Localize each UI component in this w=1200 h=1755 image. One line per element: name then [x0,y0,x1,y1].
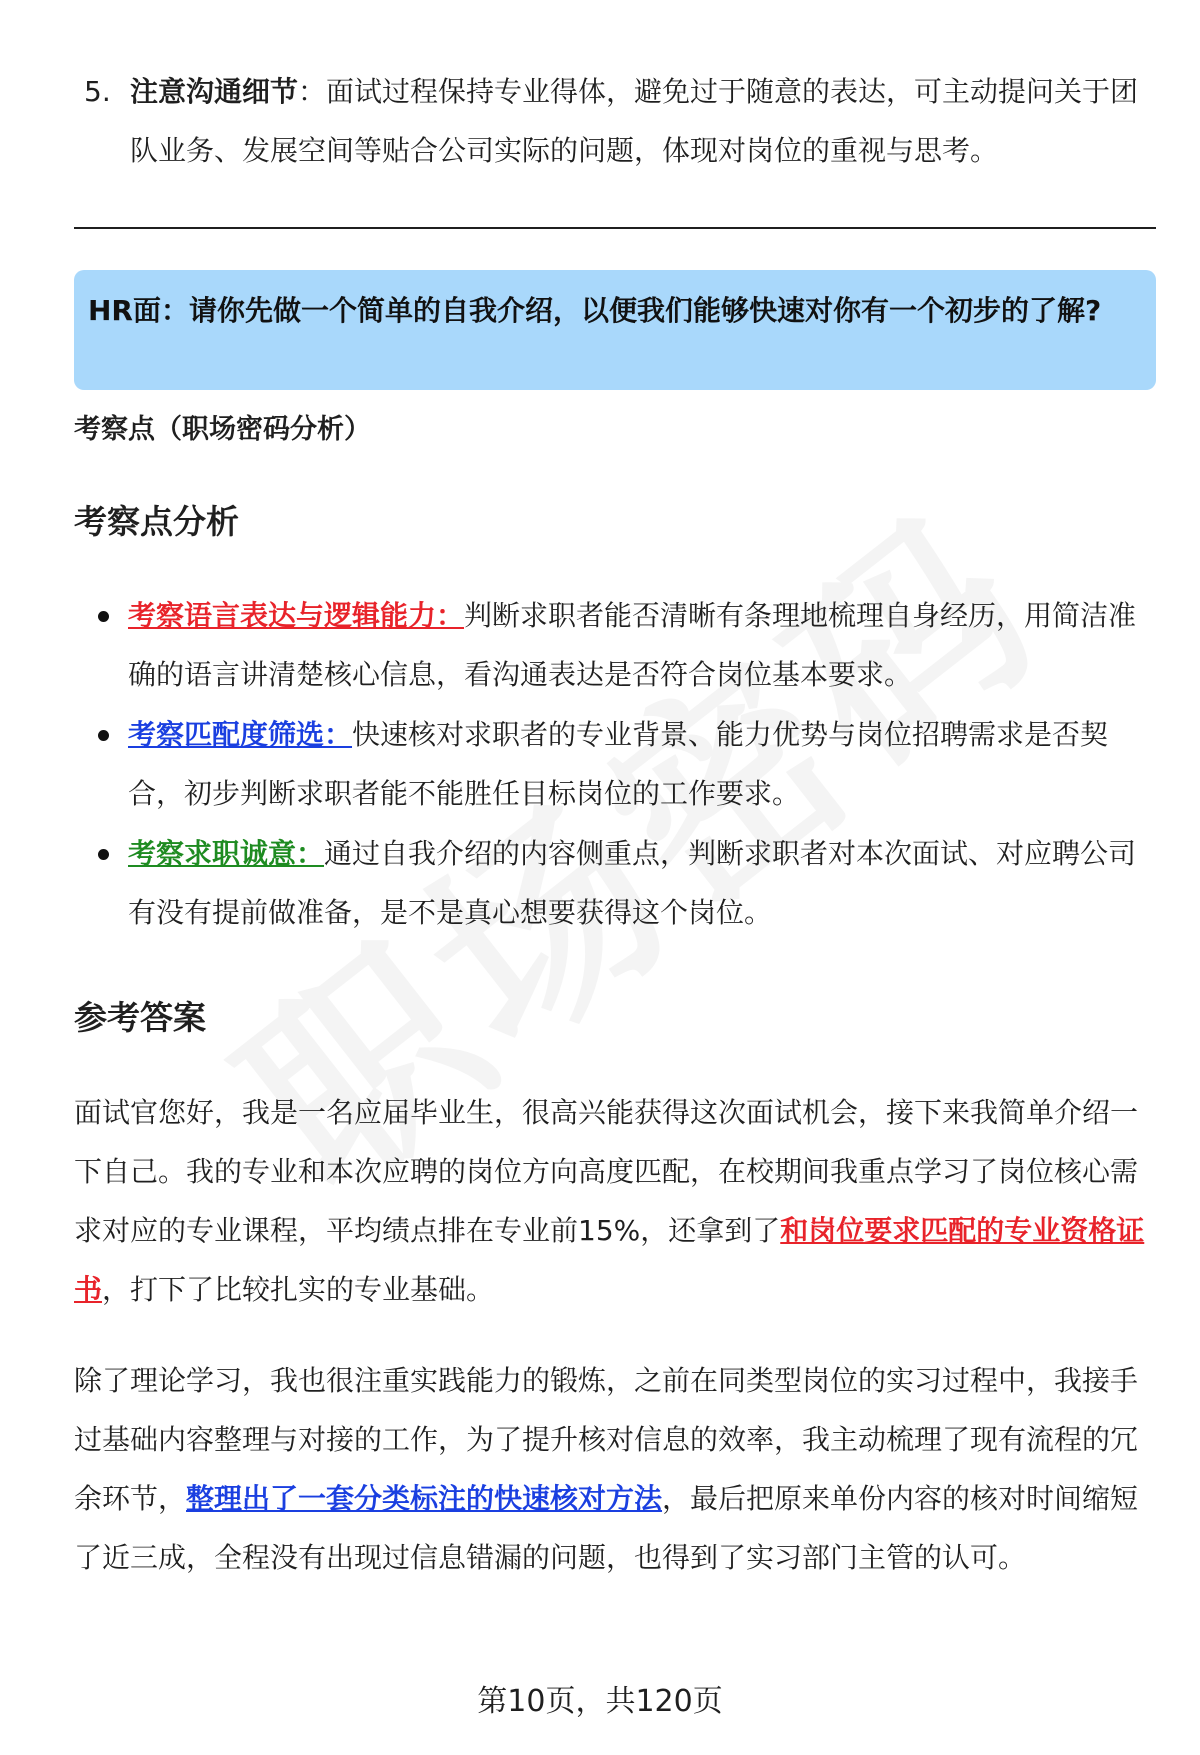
answer-paragraph-1 [74,1083,1158,1319]
answer-text: 除了理论学习，我也很注重实践能力的锻炼，之前在同类型岗位的实习过程中，我接手过基础内容整理与对接的工作，为了提升核对信息的效率，我主动梳理了现有流程的冗余环节， [74,1364,1139,1515]
answer-paragraph-2 [74,1351,1158,1587]
analysis-item-label: 考察匹配度筛选： [128,718,353,751]
analysis-item [74,586,1158,704]
bullet-icon [98,730,109,741]
item-title: 注意沟通细节 [130,75,299,108]
analysis-item-label: 考察语言表达与逻辑能力： [128,599,465,632]
answer-text: 面试官您好，我是一名应届毕业生，很高兴能获得这次面试机会，接下来我简单介绍一下自己。我的专业和本次应聘的岗位方向高度匹配，在校期间我重点学习了岗位核心需求对应的专业课程，平均绩点排在专业前15%，还拿到了 [74,1096,1139,1247]
analysis-heading: 考察点分析 [74,502,239,541]
answer-text: ，打下了比较扎实的专业基础。 [102,1273,495,1306]
answer-text: ，最后把原来单份内容的核对时间缩短了近三成，全程没有出现过信息错漏的问题，也得到了实习部门主管的认可。 [74,1482,1139,1574]
item-body [130,62,1164,180]
bullet-icon [98,611,109,622]
item-text: 面试过程保持专业得体，避免过于随意的表达，可主动提问关于团队业务、发展空间等贴合公司实际的问题，体现对岗位的重视与思考。 [130,75,1139,167]
question-text: HR面：请你先做一个简单的自我介绍，以便我们能够快速对你有一个初步的了解? [88,294,1102,327]
answer-highlight: 整理出了一套分类标注的快速核对方法 [186,1482,663,1515]
item-number: 5. [84,75,111,108]
analysis-item-text: 判断求职者能否清晰有条理地梳理自身经历，用简洁准确的语言讲清楚核心信息，看沟通表达是否符合岗位基本要求。 [128,599,1137,691]
page-footer: 第10页，共120页 [477,1684,723,1719]
item-separator: ： [298,75,327,108]
analysis-list [74,586,1158,943]
analysis-item-label: 考察求职诚意： [128,837,325,870]
question-callout [74,270,1156,390]
analysis-item-text: 通过自我介绍的内容侧重点，判断求职者对本次面试、对应聘公司有没有提前做准备，是不是真心想要获得这个岗位。 [128,837,1137,929]
section-divider [74,227,1156,229]
analysis-item [74,705,1158,823]
analysis-item-text: 快速核对求职者的专业背景、能力优势与岗位招聘需求是否契合，初步判断求职者能不能胜任目标岗位的工作要求。 [128,718,1109,810]
answer-heading: 参考答案 [74,998,206,1037]
section-label: 考察点（职场密码分析） [74,414,371,445]
analysis-item [74,824,1158,942]
answer-highlight: 和岗位要求匹配的专业资格证书 [74,1214,1145,1306]
numbered-tip-item [84,62,1164,180]
bullet-icon [98,849,109,860]
